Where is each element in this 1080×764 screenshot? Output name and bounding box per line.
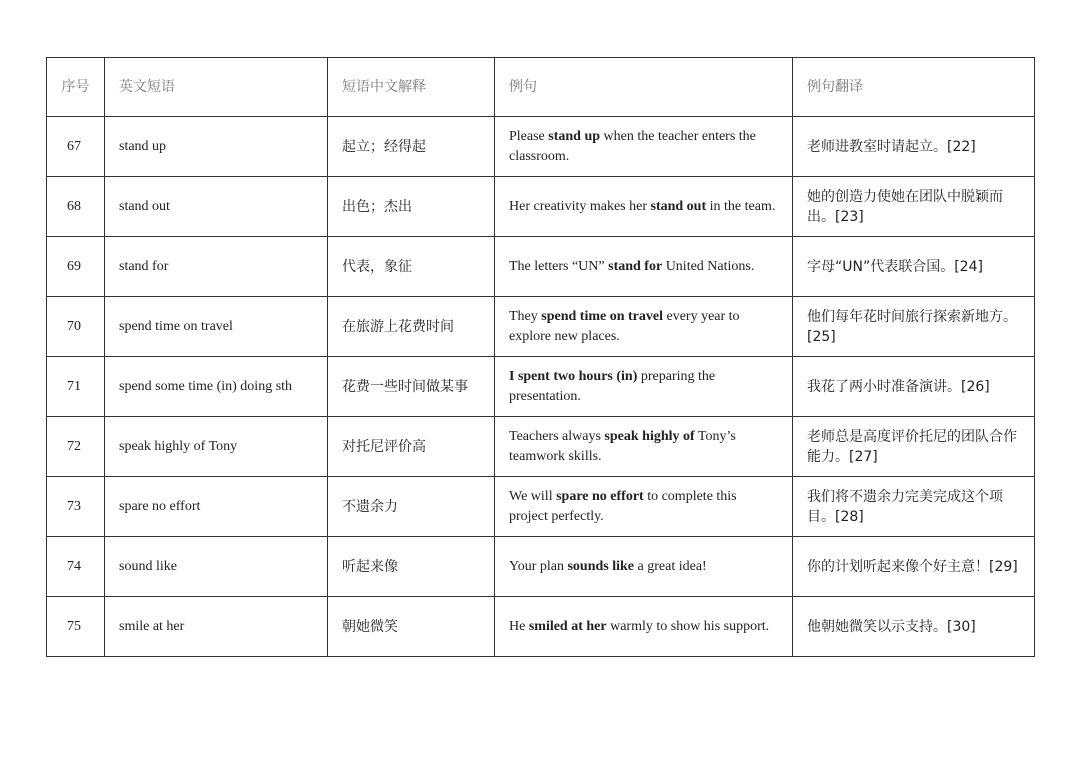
example-sentence bbox=[495, 597, 793, 657]
table-row bbox=[47, 597, 1035, 657]
table-row bbox=[47, 477, 1035, 537]
sentence-text: a great idea! bbox=[634, 558, 707, 574]
example-translation: 字母“UN”代表联合国。[24] bbox=[793, 237, 1035, 297]
table-row bbox=[47, 297, 1035, 357]
sentence-text: warmly to show his support. bbox=[606, 618, 770, 634]
row-number: 70 bbox=[47, 297, 105, 357]
example-translation: 她的创造力使她在团队中脱颖而出。[23] bbox=[793, 177, 1035, 237]
example-translation: 老师进教室时请起立。[22] bbox=[793, 117, 1035, 177]
chinese-meaning: 朝她微笑 bbox=[328, 597, 495, 657]
row-number: 69 bbox=[47, 237, 105, 297]
sentence-text: Teachers always bbox=[509, 428, 605, 444]
chinese-meaning: 对托尼评价高 bbox=[328, 417, 495, 477]
english-phrase: stand up bbox=[105, 117, 328, 177]
english-phrase: stand out bbox=[105, 177, 328, 237]
example-sentence bbox=[495, 177, 793, 237]
example-sentence bbox=[495, 417, 793, 477]
key-phrase: stand for bbox=[608, 258, 663, 274]
table-header-row bbox=[47, 58, 1035, 117]
chinese-meaning: 起立；经得起 bbox=[328, 117, 495, 177]
sentence-text: preparing the presentation. bbox=[509, 368, 716, 404]
sentence-text: The letters “UN” bbox=[509, 258, 609, 274]
key-phrase: spare no effort bbox=[556, 488, 644, 504]
header-chinese-meaning: 短语中文解释 bbox=[328, 58, 495, 117]
sentence-text: Tony’s teamwork skills. bbox=[509, 428, 736, 464]
english-phrase: spare no effort bbox=[105, 477, 328, 537]
english-phrase: spend time on travel bbox=[105, 297, 328, 357]
key-phrase: spend time on travel bbox=[541, 308, 663, 324]
key-phrase: stand out bbox=[650, 198, 707, 214]
row-number: 75 bbox=[47, 597, 105, 657]
row-number: 67 bbox=[47, 117, 105, 177]
chinese-meaning: 在旅游上花费时间 bbox=[328, 297, 495, 357]
chinese-meaning: 代表，象征 bbox=[328, 237, 495, 297]
sentence-text: They bbox=[509, 308, 542, 324]
table-row bbox=[47, 177, 1035, 237]
row-number: 73 bbox=[47, 477, 105, 537]
example-sentence bbox=[495, 237, 793, 297]
english-phrase: speak highly of Tony bbox=[105, 417, 328, 477]
example-translation: 老师总是高度评价托尼的团队合作能力。[27] bbox=[793, 417, 1035, 477]
key-phrase: speak highly of bbox=[604, 428, 695, 444]
row-number: 71 bbox=[47, 357, 105, 417]
sentence-text: to complete this project perfectly. bbox=[509, 488, 737, 524]
example-translation: 他们每年花时间旅行探索新地方。[25] bbox=[793, 297, 1035, 357]
table-row bbox=[47, 237, 1035, 297]
row-number: 72 bbox=[47, 417, 105, 477]
table-row bbox=[47, 537, 1035, 597]
example-translation: 你的计划听起来像个好主意！[29] bbox=[793, 537, 1035, 597]
sentence-text: United Nations. bbox=[662, 258, 755, 274]
sentence-text: Please bbox=[509, 128, 549, 144]
sentence-text: every year to explore new places. bbox=[509, 308, 740, 344]
sentence-text: He bbox=[509, 618, 529, 634]
table-row bbox=[47, 417, 1035, 477]
header-number: 序号 bbox=[47, 58, 105, 117]
english-phrase: smile at her bbox=[105, 597, 328, 657]
chinese-meaning: 不遗余力 bbox=[328, 477, 495, 537]
example-sentence bbox=[495, 477, 793, 537]
key-phrase: I spent two hours (in) bbox=[509, 368, 638, 384]
sentence-text: in the team. bbox=[706, 198, 776, 214]
table-row bbox=[47, 357, 1035, 417]
sentence-text: when the teacher enters the classroom. bbox=[509, 128, 756, 164]
english-phrase: spend some time (in) doing sth bbox=[105, 357, 328, 417]
phrase-table bbox=[46, 57, 1035, 657]
header-english-phrase: 英文短语 bbox=[105, 58, 328, 117]
row-number: 74 bbox=[47, 537, 105, 597]
chinese-meaning: 听起来像 bbox=[328, 537, 495, 597]
sentence-text: Your plan bbox=[509, 558, 568, 574]
example-sentence bbox=[495, 297, 793, 357]
sentence-text: Her creativity makes her bbox=[509, 198, 651, 214]
row-number: 68 bbox=[47, 177, 105, 237]
example-sentence bbox=[495, 357, 793, 417]
table-row bbox=[47, 117, 1035, 177]
example-sentence bbox=[495, 117, 793, 177]
header-example-translation: 例句翻译 bbox=[793, 58, 1035, 117]
key-phrase: smiled at her bbox=[528, 618, 607, 634]
example-translation: 我花了两小时准备演讲。[26] bbox=[793, 357, 1035, 417]
example-translation: 我们将不遗余力完美完成这个项目。[28] bbox=[793, 477, 1035, 537]
key-phrase: sounds like bbox=[567, 558, 635, 574]
example-translation: 他朝她微笑以示支持。[30] bbox=[793, 597, 1035, 657]
header-example-sentence: 例句 bbox=[495, 58, 793, 117]
english-phrase: stand for bbox=[105, 237, 328, 297]
english-phrase: sound like bbox=[105, 537, 328, 597]
chinese-meaning: 花费一些时间做某事 bbox=[328, 357, 495, 417]
example-sentence bbox=[495, 537, 793, 597]
sentence-text: We will bbox=[509, 488, 557, 504]
key-phrase: stand up bbox=[548, 128, 601, 144]
chinese-meaning: 出色；杰出 bbox=[328, 177, 495, 237]
